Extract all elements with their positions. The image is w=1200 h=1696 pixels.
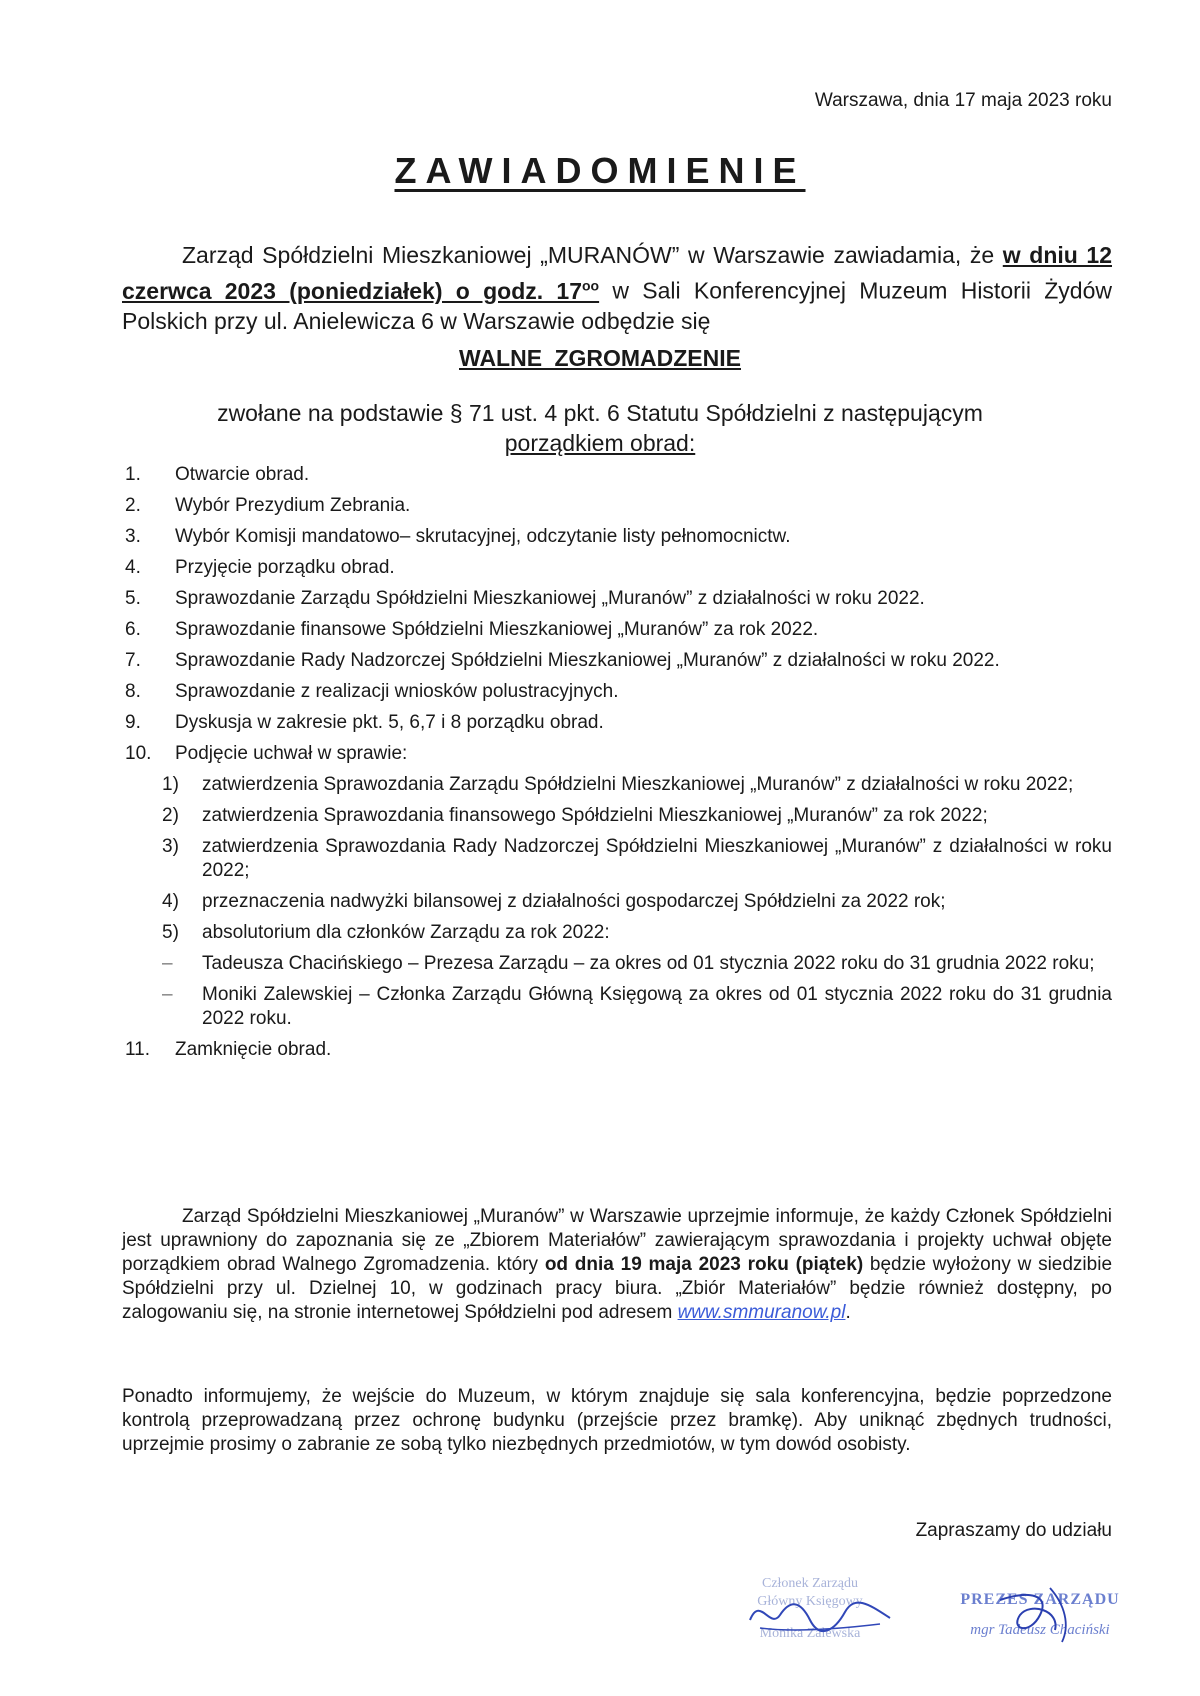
meeting-hour-sup: oo [582, 277, 600, 293]
stamp-president: PREZES ZARZĄDU mgr Tadeusz Chaciński [960, 1591, 1120, 1638]
agenda-item: 2. Wybór Prezydium Zebrania. [125, 495, 411, 516]
agenda-subitem: 2) zatwierdzenia Sprawozdania finansowego Spółdzielni Mieszkaniowej „Muranów” za rok 2022; [162, 805, 988, 826]
agenda-dash-item: – Tadeusza Chacińskiego – Prezesa Zarządu – za okres od 01 stycznia 2022 roku do 31 grudnia 2022 roku; [162, 953, 1095, 974]
intro-paragraph [122, 240, 1112, 336]
security-paragraph: Ponadto informujemy, że wejście do Muzeum, w którym znajduje się sala konferencyjna, będzie poprzedzone kontrolą przeprowadzaną przez ochronę budynku (przejście przez bramkę). Aby uniknąć zbędnych trudności, uprzejmie prosimy o zabranie ze sobą tylko niezbędnych przedmiotów, w tym dowód osobisty. [122, 1386, 1112, 1455]
closing-invitation: Zapraszamy do udziału [915, 1520, 1112, 1541]
materials-date: od dnia 19 maja 2023 roku (piątek) [544, 1254, 864, 1275]
agenda-subitem: 1) zatwierdzenia Sprawozdania Zarządu Spółdzielni Mieszkaniowej „Muranów” z działalności w roku 2022; [162, 774, 1074, 795]
document-title [0, 150, 1200, 192]
signature-accountant [740, 1590, 900, 1640]
agenda-item: 10. Podjęcie uchwał w sprawie: [125, 743, 408, 764]
website-link[interactable]: www.smmuranow.pl [677, 1302, 846, 1323]
agenda-item: 9. Dyskusja w zakresie pkt. 5, 6,7 i 8 porządku obrad. [125, 712, 604, 733]
intro-part1: Zarząd Spółdzielni Mieszkaniowej „MURANÓW” w Warszawie zawiadamia, że [182, 242, 1003, 268]
agenda-item: 1. Otwarcie obrad. [125, 464, 310, 485]
agenda-item: 6. Sprawozdanie finansowe Spółdzielni Mieszkaniowej „Muranów” za rok 2022. [125, 619, 819, 640]
agenda-item: 5. Sprawozdanie Zarządu Spółdzielni Mieszkaniowej „Muranów” z działalności w roku 2022. [125, 588, 925, 609]
agenda-item: 8. Sprawozdanie z realizacji wniosków polustracyjnych. [125, 681, 619, 702]
agenda-item: 7. Sprawozdanie Rady Nadzorczej Spółdzielni Mieszkaniowej „Muranów” z działalności w roku 2022. [125, 650, 1000, 671]
document-title-text: ZAWIADOMIENIE [394, 150, 806, 191]
document-date: Warszawa, dnia 17 maja 2023 roku [814, 90, 1112, 111]
agenda-subitem: 3) zatwierdzenia Sprawozdania Rady Nadzorczej Spółdzielni Mieszkaniowej „Muranów” z działalności w roku 2022; [162, 836, 1112, 881]
agenda-subitem: 4) przeznaczenia nadwyżki bilansowej z działalności gospodarczej Spółdzielni za 2022 rok; [162, 891, 946, 912]
meeting-date-text: w dniu 12 czerwca 2023 (poniedziałek) o godz. 17 [122, 242, 1112, 304]
agenda-item: 11. Zamknięcie obrad. [125, 1039, 332, 1060]
intro-part2: w Sali Konferencyjnej Muzeum Historii Żydów Polskich przy ul. Anielewicza 6 w Warszawie odbędzie się [122, 277, 1112, 334]
agenda-list [110, 463, 1112, 1069]
convened-statement [0, 398, 1200, 458]
convened-text: zwołane na podstawie § 71 ust. 4 pkt. 6 Statutu Spółdzielni z następującym [217, 400, 983, 426]
agenda-subitem: 5) absolutorium dla członków Zarządu za rok 2022: [162, 922, 610, 943]
agenda-dash-item: – Moniki Zalewskiej – Członka Zarządu Główną Księgową za okres od 01 stycznia 2022 roku do 31 grudnia 2022 roku. [162, 984, 1112, 1029]
agenda-item: 3. Wybór Komisji mandatowo– skrutacyjnej, odczytanie listy pełnomocnictw. [125, 526, 791, 547]
assembly-heading: WALNE ZGROMADZENIE [459, 345, 741, 371]
stamp-accountant: Członek Zarządu Główny Księgowy Monika Zalewska [757, 1576, 863, 1641]
agenda-label: porządkiem obrad: [504, 430, 696, 456]
agenda-item: 4. Przyjęcie porządku obrad. [125, 557, 395, 578]
signature-president [970, 1580, 1090, 1650]
materials-paragraph: Zarząd Spółdzielni Mieszkaniowej „Muranów” w Warszawie uprzejmie informuje, że każdy Członek Spółdzielni jest uprawniony do zapoznania się ze „Zbiorem Materiałów” zawierającym sprawozdania i projekty uchwał objęte porządkiem obrad Walnego Zgromadzenia. który od dnia 19 maja 2023 roku (piątek) będzie wyłożony w siedzibie Spółdzielni przy ul. Dzielnej 10, w godzinach pracy biura. „Zbiór Materiałów” będzie również dostępny, po zalogowaniu się, na stronie internetowej Spółdzielni pod adresem www.smmuranow.pl. [122, 1206, 1113, 1323]
